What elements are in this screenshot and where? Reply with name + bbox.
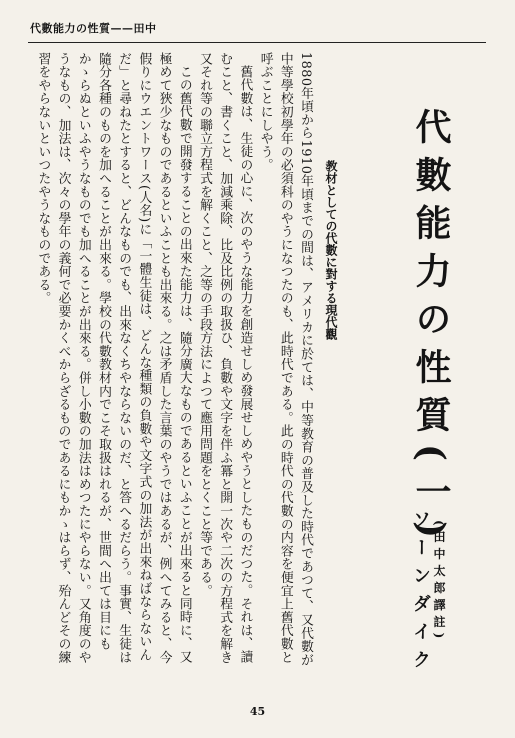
body-text: [32, 52, 315, 672]
paragraph-3: この舊代數で開發することの出來た能力は、隨分廣大なものであるといふことが出來ると同時に、又極めて狹少なものであるといふことも出來る。之は矛盾した言葉のやうではあるが、例へてみると、今假りにウエントワース(人名)に「一體生徒は、どんな種類の負數や文字式の加法が出來ねばならないんだ」と尋ねたとすると、どんなものでも、出來なくちやならないのだ、と答へるだらう。事實、生徒は隨分各種のものを加へることが出來る。學校の代數教材内でこそ取扱はれるが、世間へ出ては目にもかゝらぬといふやうなものでも加へることが出來る。併し小數の加法はめつたにやらない。又角度のやうなもの、加法は、次々の學年の義何で必要かくべからざるものであるにもかゝはらず、殆んどその練習をやらないといつたやうなものである。: [35, 52, 192, 664]
paragraph-2: 舊代數は、生徒の心に、次のやうな能力を創造せしめ發展せしめやうとしたものだつた。それは、讀むこと、書くこと、加減乘除、比及比例の取扱ひ、負數や文字を伴ふ冪と開一次や二次の方程式を解き又それ等の聯立方程式を解くこと、之等の手段方法によつて應用問題をとくこと等である。: [196, 52, 253, 664]
author-name: ソーンダイク: [410, 510, 431, 678]
article-title: 代數能力の性質(一): [410, 108, 452, 551]
running-head: 代數能力の性質——田中: [30, 22, 157, 35]
page-number: 45: [249, 705, 266, 718]
header-rule: [28, 42, 486, 43]
section-heading: 教材としての代數に對する現代觀: [324, 160, 338, 340]
translator-note: (田中太郎譯註): [432, 520, 446, 644]
paragraph-1: 1880年頃から1910年頃までの間は、アメリカに於ては、中等教育の普及した時代であつて、又代數が中等學校初學年の必須科のやうになつたのも、此時代である。此の時代の代數の内容を便宜上舊代數と呼ぶことにしやう。: [257, 52, 313, 667]
